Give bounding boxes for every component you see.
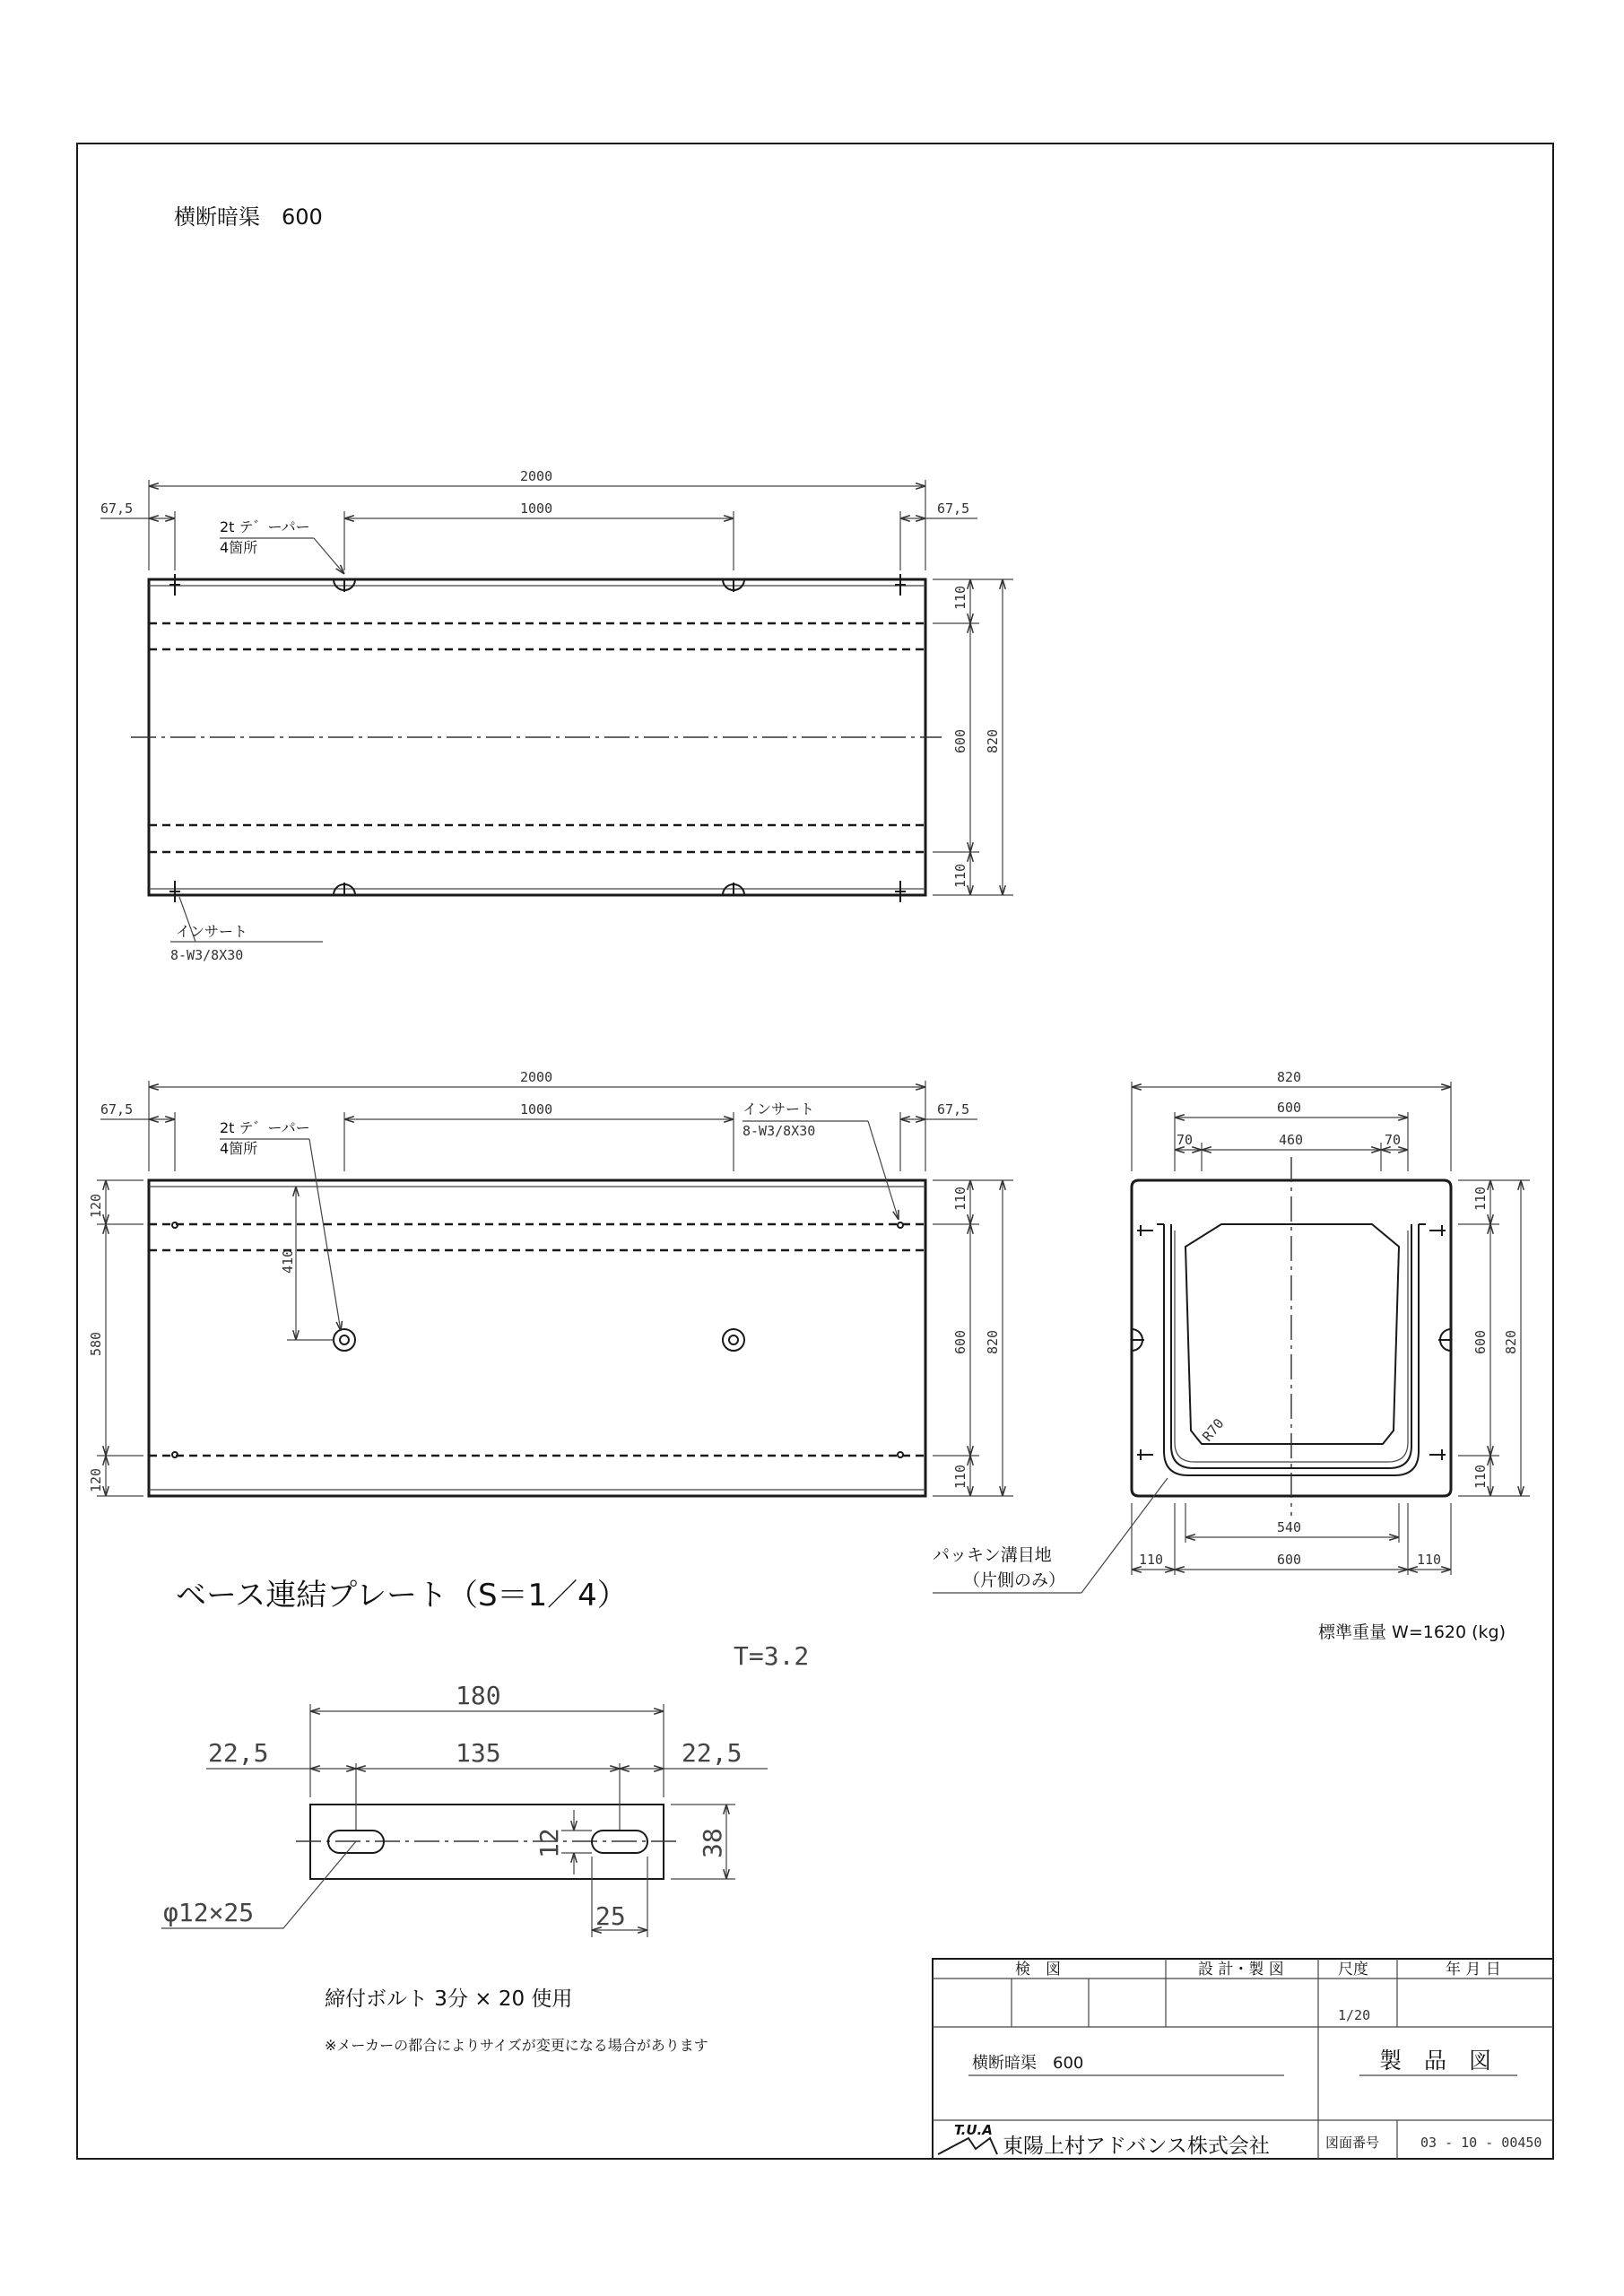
side-dim-left-top: 120 [88,1193,104,1218]
section-dim-inner: 600 [1277,1100,1302,1116]
drawing-title: 横断暗渠 600 [174,204,323,230]
plate-dim-slot-width: 12 [534,1828,564,1858]
side-dim-right-top: 110 [952,1186,968,1211]
plate-hole-note: φ12×25 [163,1898,255,1927]
section-dim-wall-left: 70 [1177,1132,1194,1148]
side-insert-note: インサート [743,1100,815,1118]
section-inner-void [1185,1224,1399,1444]
section-dim-radius: R70 [1199,1415,1228,1445]
top-insert-note: インサート [176,923,248,940]
section-view [933,1069,1530,1593]
section-dim-inner-clear: 460 [1279,1132,1304,1148]
tb-product-name: 横断暗渠 600 [972,2054,1084,2073]
section-dim-wall-right: 70 [1385,1132,1402,1148]
standard-weight: 標準重量 W=1620 (kg) [1318,1622,1507,1642]
side-taper-note: 2t テ゛ーパー [220,1119,310,1136]
section-dim-bottom-right: 110 [1417,1552,1442,1568]
tb-logo-text: T.U.A [954,2122,993,2138]
bolt-note: 締付ボルト 3分 × 20 使用 [325,1987,573,2011]
section-dim-right-mid: 600 [1472,1329,1489,1354]
side-dim-left-mid: 580 [88,1331,104,1356]
plate-dim-slot-length: 25 [595,1901,626,1931]
top-dim-side-bottom: 110 [952,863,968,888]
side-dim-hole: 410 [280,1248,296,1274]
tb-design: 設 計・製 図 [1198,1961,1284,1979]
plate-dim-left: 22,5 [208,1738,269,1768]
side-dim-edge-right: 67,5 [937,1101,970,1118]
section-dim-bottom-inner: 540 [1277,1519,1302,1535]
company-logo-icon [938,2138,997,2154]
tb-date-label: 年 月 日 [1446,1961,1501,1979]
side-dim-pitch: 1000 [520,1101,553,1118]
side-dim-right-bottom: 110 [952,1464,968,1489]
tb-company: 東陽上村アドバンス株式会社 [1003,2135,1270,2158]
lifting-hole [334,1329,744,1351]
packing-note-sub: （片側のみ） [963,1570,1066,1590]
side-dim-left-bottom: 120 [88,1467,104,1492]
top-taper-count: 4箇所 [220,539,258,556]
side-insert-spec: 8-W3/8X30 [743,1123,816,1139]
side-dim-total: 2000 [520,1069,553,1085]
side-taper-count: 4箇所 [220,1140,258,1157]
packing-note: パッキン溝目地 [933,1545,1052,1565]
plate-dim-total: 180 [456,1681,501,1710]
side-dim-overall: 820 [985,1329,1001,1354]
top-dim-side-top: 110 [952,585,968,610]
top-dim-pitch: 1000 [520,500,553,517]
plate-thickness: T=3.2 [734,1641,810,1671]
tb-scale-label: 尺度 [1338,1961,1368,1979]
side-view [88,1069,1013,1496]
section-dim-bottom-left: 110 [1139,1552,1164,1568]
side-dim-edge-left: 67,5 [100,1101,134,1118]
section-dim-right-bottom: 110 [1472,1464,1489,1489]
tb-drawing-no: 03 - 10 - 00450 [1420,2135,1542,2151]
plate-title: ベース連結プレート（S＝1／4） [176,1578,628,1613]
top-dim-edge-right: 67,5 [937,500,970,517]
top-dim-overall: 820 [985,728,1001,753]
tb-drawing-no-label: 図面番号 [1325,2135,1380,2151]
tb-scale-value: 1/20 [1338,2007,1371,2023]
side-dim-right-mid: 600 [952,1329,968,1354]
top-dim-side-mid: 600 [952,728,968,753]
section-dim-width: 820 [1277,1069,1302,1085]
title-block [933,1959,1553,2159]
plate-dim-pitch: 135 [456,1738,501,1768]
tb-check: 検 図 [1015,1961,1061,1979]
top-taper-note: 2t テ゛ーパー [220,518,310,535]
top-dim-total: 2000 [520,468,553,484]
top-dim-edge-left: 67,5 [100,500,134,517]
section-dim-right-top: 110 [1472,1186,1489,1211]
maker-note: ※メーカーの都合によりサイズが変更になる場合があります [325,2037,708,2054]
tb-drawing-type: 製 品 図 [1379,2048,1492,2074]
drawing-frame [77,144,1553,2159]
top-insert-spec: 8-W3/8X30 [170,947,244,963]
top-view [100,468,1013,963]
plate-dim-right: 22,5 [682,1738,743,1768]
base-plate [161,1578,809,1937]
section-dim-overall: 820 [1503,1329,1519,1354]
plate-dim-height: 38 [698,1828,727,1858]
side-view-body [149,1180,925,1496]
section-dim-bottom-mid: 600 [1277,1552,1302,1568]
